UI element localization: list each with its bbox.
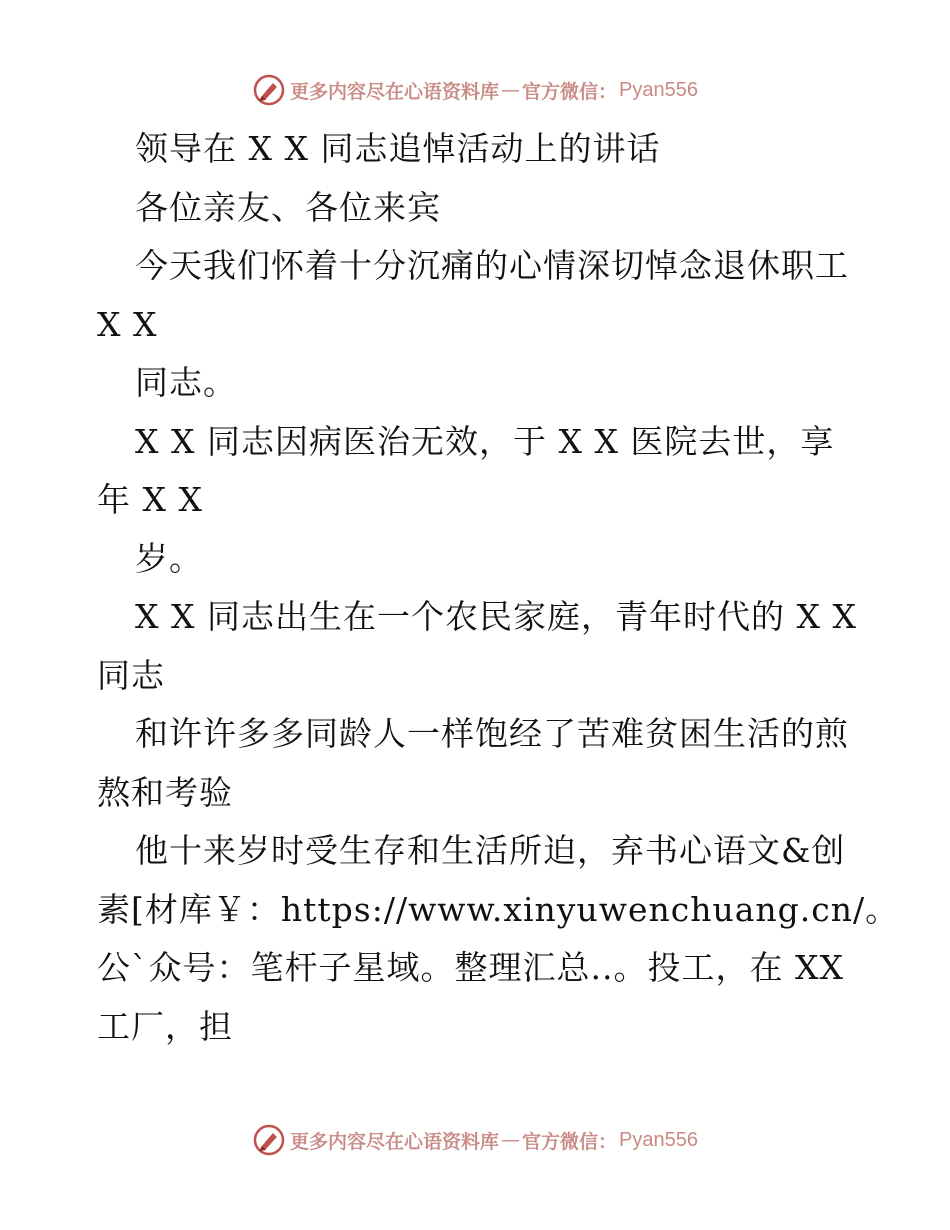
text-line: 熬和考验 [97, 772, 233, 812]
text-line: X X 同志出生在一个农民家庭，青年时代的 X X [135, 597, 857, 636]
banner-wechat-id: Pyan556 [619, 1128, 698, 1151]
banner-dash: — [501, 79, 521, 101]
pen-logo-icon [252, 1123, 286, 1157]
text-line: 各位亲友、各位来宾 [135, 187, 441, 227]
text-line: 同志。 [135, 363, 237, 402]
banner-title: 更多内容尽在心语资料库 [290, 1130, 500, 1153]
footer-watermark-banner [0, 1120, 950, 1160]
text-line: 岁。 [135, 538, 203, 578]
text-line: 同志 [97, 655, 165, 695]
text-line: 他十来岁时受生存和生活所迫，弃书心语文&创 [135, 831, 846, 870]
text-line: 素[材库￥：https://www.xinyuwenchuang.cn/。 [97, 889, 900, 929]
text-line: X X 同志因病医治无效，于 X X 医院去世，享 [135, 421, 835, 461]
text-line: X X [97, 304, 158, 344]
banner-wechat-id: Pyan556 [619, 78, 698, 101]
document-title: 领导在 X X 同志追悼活动上的讲话 [135, 129, 661, 168]
document-body [97, 120, 900, 1056]
header-watermark-banner [0, 70, 950, 110]
banner-dash: — [501, 1129, 521, 1151]
pen-logo-icon [252, 73, 286, 107]
text-line: 年 X X [97, 480, 203, 519]
banner-wechat-label: 官方微信： [522, 80, 618, 103]
banner-wechat-label: 官方微信： [522, 1130, 618, 1153]
text-line: 公`众号：笔杆子星域。整理汇总..。投工，在 XX [97, 948, 844, 987]
banner-title: 更多内容尽在心语资料库 [290, 80, 500, 103]
text-line: 工厂，担 [97, 1006, 233, 1046]
text-line: 和许许多多同龄人一样饱经了苦难贫困生活的煎 [135, 714, 849, 753]
text-line: 今天我们怀着十分沉痛的心情深切悼念退休职工 [135, 246, 849, 285]
